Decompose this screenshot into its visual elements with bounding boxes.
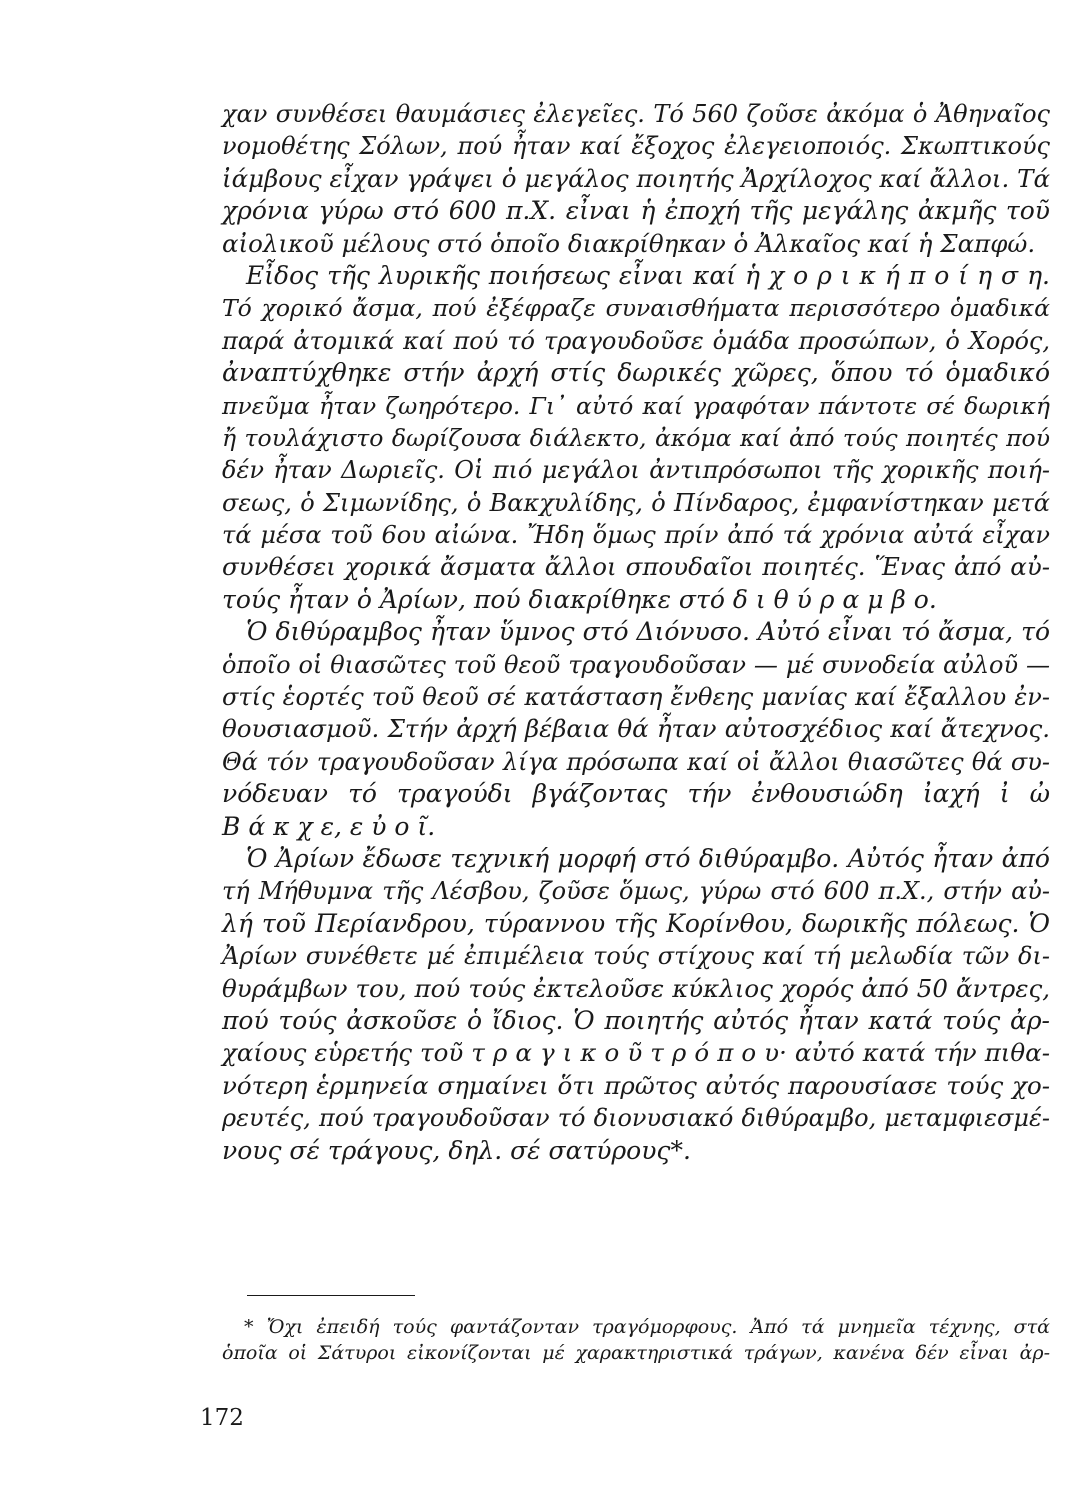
text-line: νόδευαν τό τραγούδι βγάζοντας τήν ἐνθουσιώδη ἰαχή ἰ ὠ xyxy=(222,779,1050,809)
text-line: Θά τόν τραγουδοῦσαν λίγα πρόσωπα καί οἱ ἄλλοι θιασῶτες θά συ- xyxy=(222,747,1050,776)
text-line: θυράμβων του, πού τούς ἐκτελοῦσε κύκλιος χορός ἀπό 50 ἄντρες, xyxy=(222,973,1050,1003)
text-line: σεως, ὁ Σιμωνίδης, ὁ Βακχυλίδης, ὁ Πίνδαρος, ἐμφανίστηκαν μετά xyxy=(222,488,1050,517)
text-line: λή τοῦ Περίανδρου, τύραννου τῆς Κορίνθου, δωρικῆς πόλεως. Ὁ xyxy=(222,908,1050,938)
page-number: 172 xyxy=(200,1405,244,1431)
text-line: χαν συνθέσει θαυμάσιες ἐλεγεῖες. Τό 560 ζοῦσε ἀκόμα ὁ Ἀθηναῖος xyxy=(222,100,1050,128)
text-line: νομοθέτης Σόλων, πού ἦταν καί ἔξοχος ἐλεγειοποιός. Σκωπτικούς xyxy=(222,132,1050,161)
text-line: Ὁ διθύραμβος ἦταν ὕμνος στό Διόνυσο. Αὐτό εἶναι τό ἄσμα, τό xyxy=(246,617,1050,647)
footnote-divider xyxy=(247,1295,415,1296)
text-line: Ἀρίων συνέθετε μέ ἐπιμέλεια τούς στίχους καί τή μελωδία τῶν δι- xyxy=(222,942,1050,971)
footnote-line: ὁποῖα οἱ Σάτυροι εἰκονίζονται μέ χαρακτηριστικά τράγων, κανένα δέν εἶναι ἀρ- xyxy=(222,1342,1050,1364)
text-line: συνθέσει χορικά ἄσματα ἄλλοι σπουδαῖοι ποιητές. Ἕνας ἀπό αὐ- xyxy=(222,552,1050,582)
text-line: δέν ἦταν Δωριεῖς. Οἱ πιό μεγάλοι ἀντιπρόσωποι τῆς χορικῆς ποιή- xyxy=(222,456,1050,485)
text-line: τούς ἦταν ὁ Ἀρίων, πού διακρίθηκε στό δ ι θ ύ ρ α μ β ο. xyxy=(222,584,937,614)
text-line: ἤ τουλάχιστο δωρίζουσα διάλεκτο, ἀκόμα καί ἀπό τούς ποιητές πού xyxy=(222,423,1050,452)
text-line: Τό χορικό ἄσμα, πού ἐξέφραζε συναισθήματα περισσότερο ὁμαδικά xyxy=(222,294,1050,323)
text-line: τά μέσα τοῦ 6ου αἰώνα. Ἤδη ὅμως πρίν ἀπό τά χρόνια αὐτά εἶχαν xyxy=(222,521,1050,550)
footnote-line: * Ὄχι ἐπειδή τούς φαντάζονταν τραγόμορφους. Ἀπό τά μνημεῖα τέχνης, στά xyxy=(244,1316,1050,1338)
body-text xyxy=(222,98,1050,1167)
text-line: νότερη ἑρμηνεία σημαίνει ὅτι πρῶτος αὐτός παρουσίασε τούς χο- xyxy=(222,1070,1050,1100)
text-line: ρευτές, πού τραγουδοῦσαν τό διονυσιακό διθύραμβο, μεταμφιεσμέ- xyxy=(222,1104,1050,1133)
text-line: ἰάμβους εἶχαν γράψει ὁ μεγάλος ποιητής Ἀρχίλοχος καί ἄλλοι. Τά xyxy=(222,163,1050,193)
text-line: ἀναπτύχθηκε στήν ἀρχή στίς δωρικές χῶρες, ὅπου τό ὁμαδικό xyxy=(222,358,1050,388)
text-line: Εἶδος τῆς λυρικῆς ποιήσεως εἶναι καί ἡ χ ο ρ ι κ ή π ο ί η σ η. xyxy=(246,260,1050,290)
text-line: πού τούς ἀσκοῦσε ὁ ἴδιος. Ὁ ποιητής αὐτός ἦταν κατά τούς ἀρ- xyxy=(222,1005,1050,1035)
text-line: χρόνια γύρω στό 600 π.Χ. εἶναι ἡ ἐποχή τῆς μεγάλης ἀκμῆς τοῦ xyxy=(222,196,1050,226)
text-line: πνεῦμα ἦταν ζωηρότερο. Γι᾽ αὐτό καί γραφόταν πάντοτε σέ δωρική xyxy=(222,391,1050,420)
text-line: νους σέ τράγους, δηλ. σέ σατύρους*. xyxy=(222,1135,691,1165)
footnote xyxy=(222,1314,1050,1366)
text-line: θουσιασμοῦ. Στήν ἀρχή βέβαια θά ἦταν αὐτοσχέδιος καί ἄτεχνος. xyxy=(222,714,1050,744)
text-line: παρά ἀτομικά καί πού τό τραγουδοῦσε ὁμάδα προσώπων, ὁ Χορός, xyxy=(222,326,1050,355)
text-line: στίς ἑορτές τοῦ θεοῦ σέ κατάσταση ἔνθεης μανίας καί ἔξαλλου ἐν- xyxy=(222,683,1050,712)
text-line: αἰολικοῦ μέλους στό ὁποῖο διακρίθηκαν ὁ Ἀλκαῖος καί ἡ Σαπφώ. xyxy=(222,228,1036,258)
text-line: Ὁ Ἀρίων ἔδωσε τεχνική μορφή στό διθύραμβο. Αὐτός ἦταν ἀπό xyxy=(246,843,1050,873)
text-line: τή Μήθυμνα τῆς Λέσβου, ζοῦσε ὅμως, γύρω στό 600 π.Χ., στήν αὐ- xyxy=(222,877,1050,906)
text-line: χαίους εὑρετής τοῦ τ ρ α γ ι κ ο ῦ τ ρ ό π ο υ· αὐτό κατά τήν πιθα- xyxy=(222,1038,1050,1068)
text-line: ὁποῖο οἱ θιασῶτες τοῦ θεοῦ τραγουδοῦσαν — μέ συνοδεία αὐλοῦ — xyxy=(222,650,1050,679)
text-line: Β ά κ χ ε, ε ὐ ο ῖ. xyxy=(222,811,436,841)
